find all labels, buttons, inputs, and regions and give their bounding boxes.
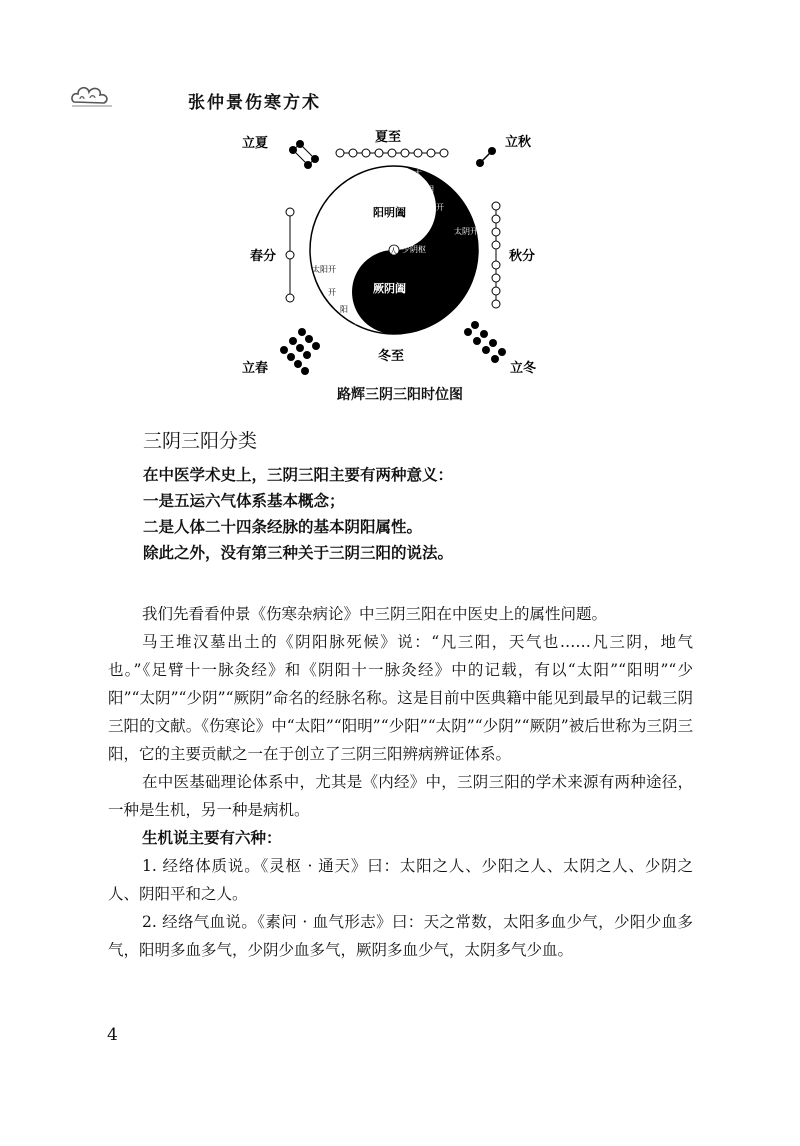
yangming-label: 阳明阖 xyxy=(373,206,406,219)
paragraph: 2. 经络气血说。《素问 · 血气形志》曰：天之常数，太阳多血少气，少阳少血多气，阳明多血多气，少阴少血多气，厥阴多血少气，太阴多气少血。 xyxy=(108,913,693,959)
paragraph-heading: 生机说主要有六种： xyxy=(142,828,282,847)
summary-line: 除此之外，没有第三种关于三阴三阳的说法。 xyxy=(143,544,454,562)
liqiu-bead-chain xyxy=(476,147,496,167)
shaoyin-label: 少阴枢 xyxy=(402,245,426,254)
page-number: 4 xyxy=(107,1025,118,1045)
lidong-label: 立冬 xyxy=(510,361,537,376)
summary-line: 二是人体二十四条经脉的基本阴阳属性。 xyxy=(143,518,423,536)
lixia-label: 立夏 xyxy=(242,136,269,151)
cloud-ornament-icon xyxy=(70,82,114,110)
paragraph: 马王堆汉墓出土的《阴阳脉死候》说：“凡三阳，天气也……凡三阴，地气也。”《足臂十一脉灸经》和《阴阳十一脉灸经》中的记载，有以“太阳”“阳明”“少阳”“太阴”“少阴”“厥阴”命名的经脉名称。这是目前中医典籍中能见到最早的记载三阴三阳的文献。《伤寒论》中“太阳”“阳明”“少阳”“太阴”“少阴”“厥阴”被后世称为三阴三阳，它的主要贡献之一在于创立了三阴三阳辨病辨证体系。 xyxy=(108,633,693,763)
figure-caption: 路辉三阴三阳时位图 xyxy=(337,387,463,403)
taiyin-kai-label: 太阴开 xyxy=(454,227,478,236)
jueyin-label: 厥阴阖 xyxy=(373,282,406,295)
kai-label-top: 开 xyxy=(436,203,444,212)
paragraph: 我们先看看仲景《伤寒杂病论》中三阴三阳在中医史上的属性问题。 xyxy=(142,605,608,623)
qiufen-label: 秋分 xyxy=(509,249,536,264)
paragraph: 1. 经络体质说。《灵枢 · 通天》曰：太阳之人、少阳之人、太阴之人、少阴之人、阴阳平和之人。 xyxy=(108,857,693,903)
body-text xyxy=(108,600,693,964)
paragraph: 在中医基础理论体系中，尤其是《内经》中，三阴三阳的学术来源有两种途径，一种是生机，另一种是病机。 xyxy=(108,773,693,819)
book-title: 张仲景伤寒方术 xyxy=(188,93,321,113)
sanyin-sanyang-diagram xyxy=(230,128,570,408)
summary-line: 一是五运六气体系基本概念； xyxy=(143,492,345,510)
lichun-bead-chain xyxy=(280,328,320,375)
yang-label-bottom: 阳 xyxy=(340,305,348,314)
shaoyang-label: 少阳枢 xyxy=(349,245,373,254)
summary-block xyxy=(143,462,703,566)
summary-line: 在中医学术史上，三阴三阳主要有两种意义： xyxy=(143,466,454,484)
chunfen-bead-chain xyxy=(286,208,294,302)
xiazhi-bead-chain xyxy=(336,149,448,157)
taiyang-kai-label: 太阳开 xyxy=(312,265,336,274)
yin-yang-diagram xyxy=(230,128,570,378)
tai-label-top: 太 xyxy=(414,169,422,178)
running-header xyxy=(70,78,370,114)
lichun-label: 立春 xyxy=(242,361,269,376)
yin-label-top: 阴 xyxy=(426,185,434,194)
qiufen-bead-chain xyxy=(492,202,500,308)
lidong-bead-chain xyxy=(464,321,506,363)
kai-label-bottom: 开 xyxy=(328,288,336,297)
ren-label: 人 xyxy=(390,247,397,255)
lixia-bead-chain xyxy=(289,140,319,169)
chunfen-label: 春分 xyxy=(250,249,277,264)
tai-label-bottom: 太 xyxy=(354,317,362,326)
liqiu-label: 立秋 xyxy=(505,135,532,150)
dongzhi-label: 冬至 xyxy=(378,349,405,364)
section-title: 三阴三阳分类 xyxy=(143,430,258,452)
xiazhi-label: 夏至 xyxy=(375,130,402,145)
